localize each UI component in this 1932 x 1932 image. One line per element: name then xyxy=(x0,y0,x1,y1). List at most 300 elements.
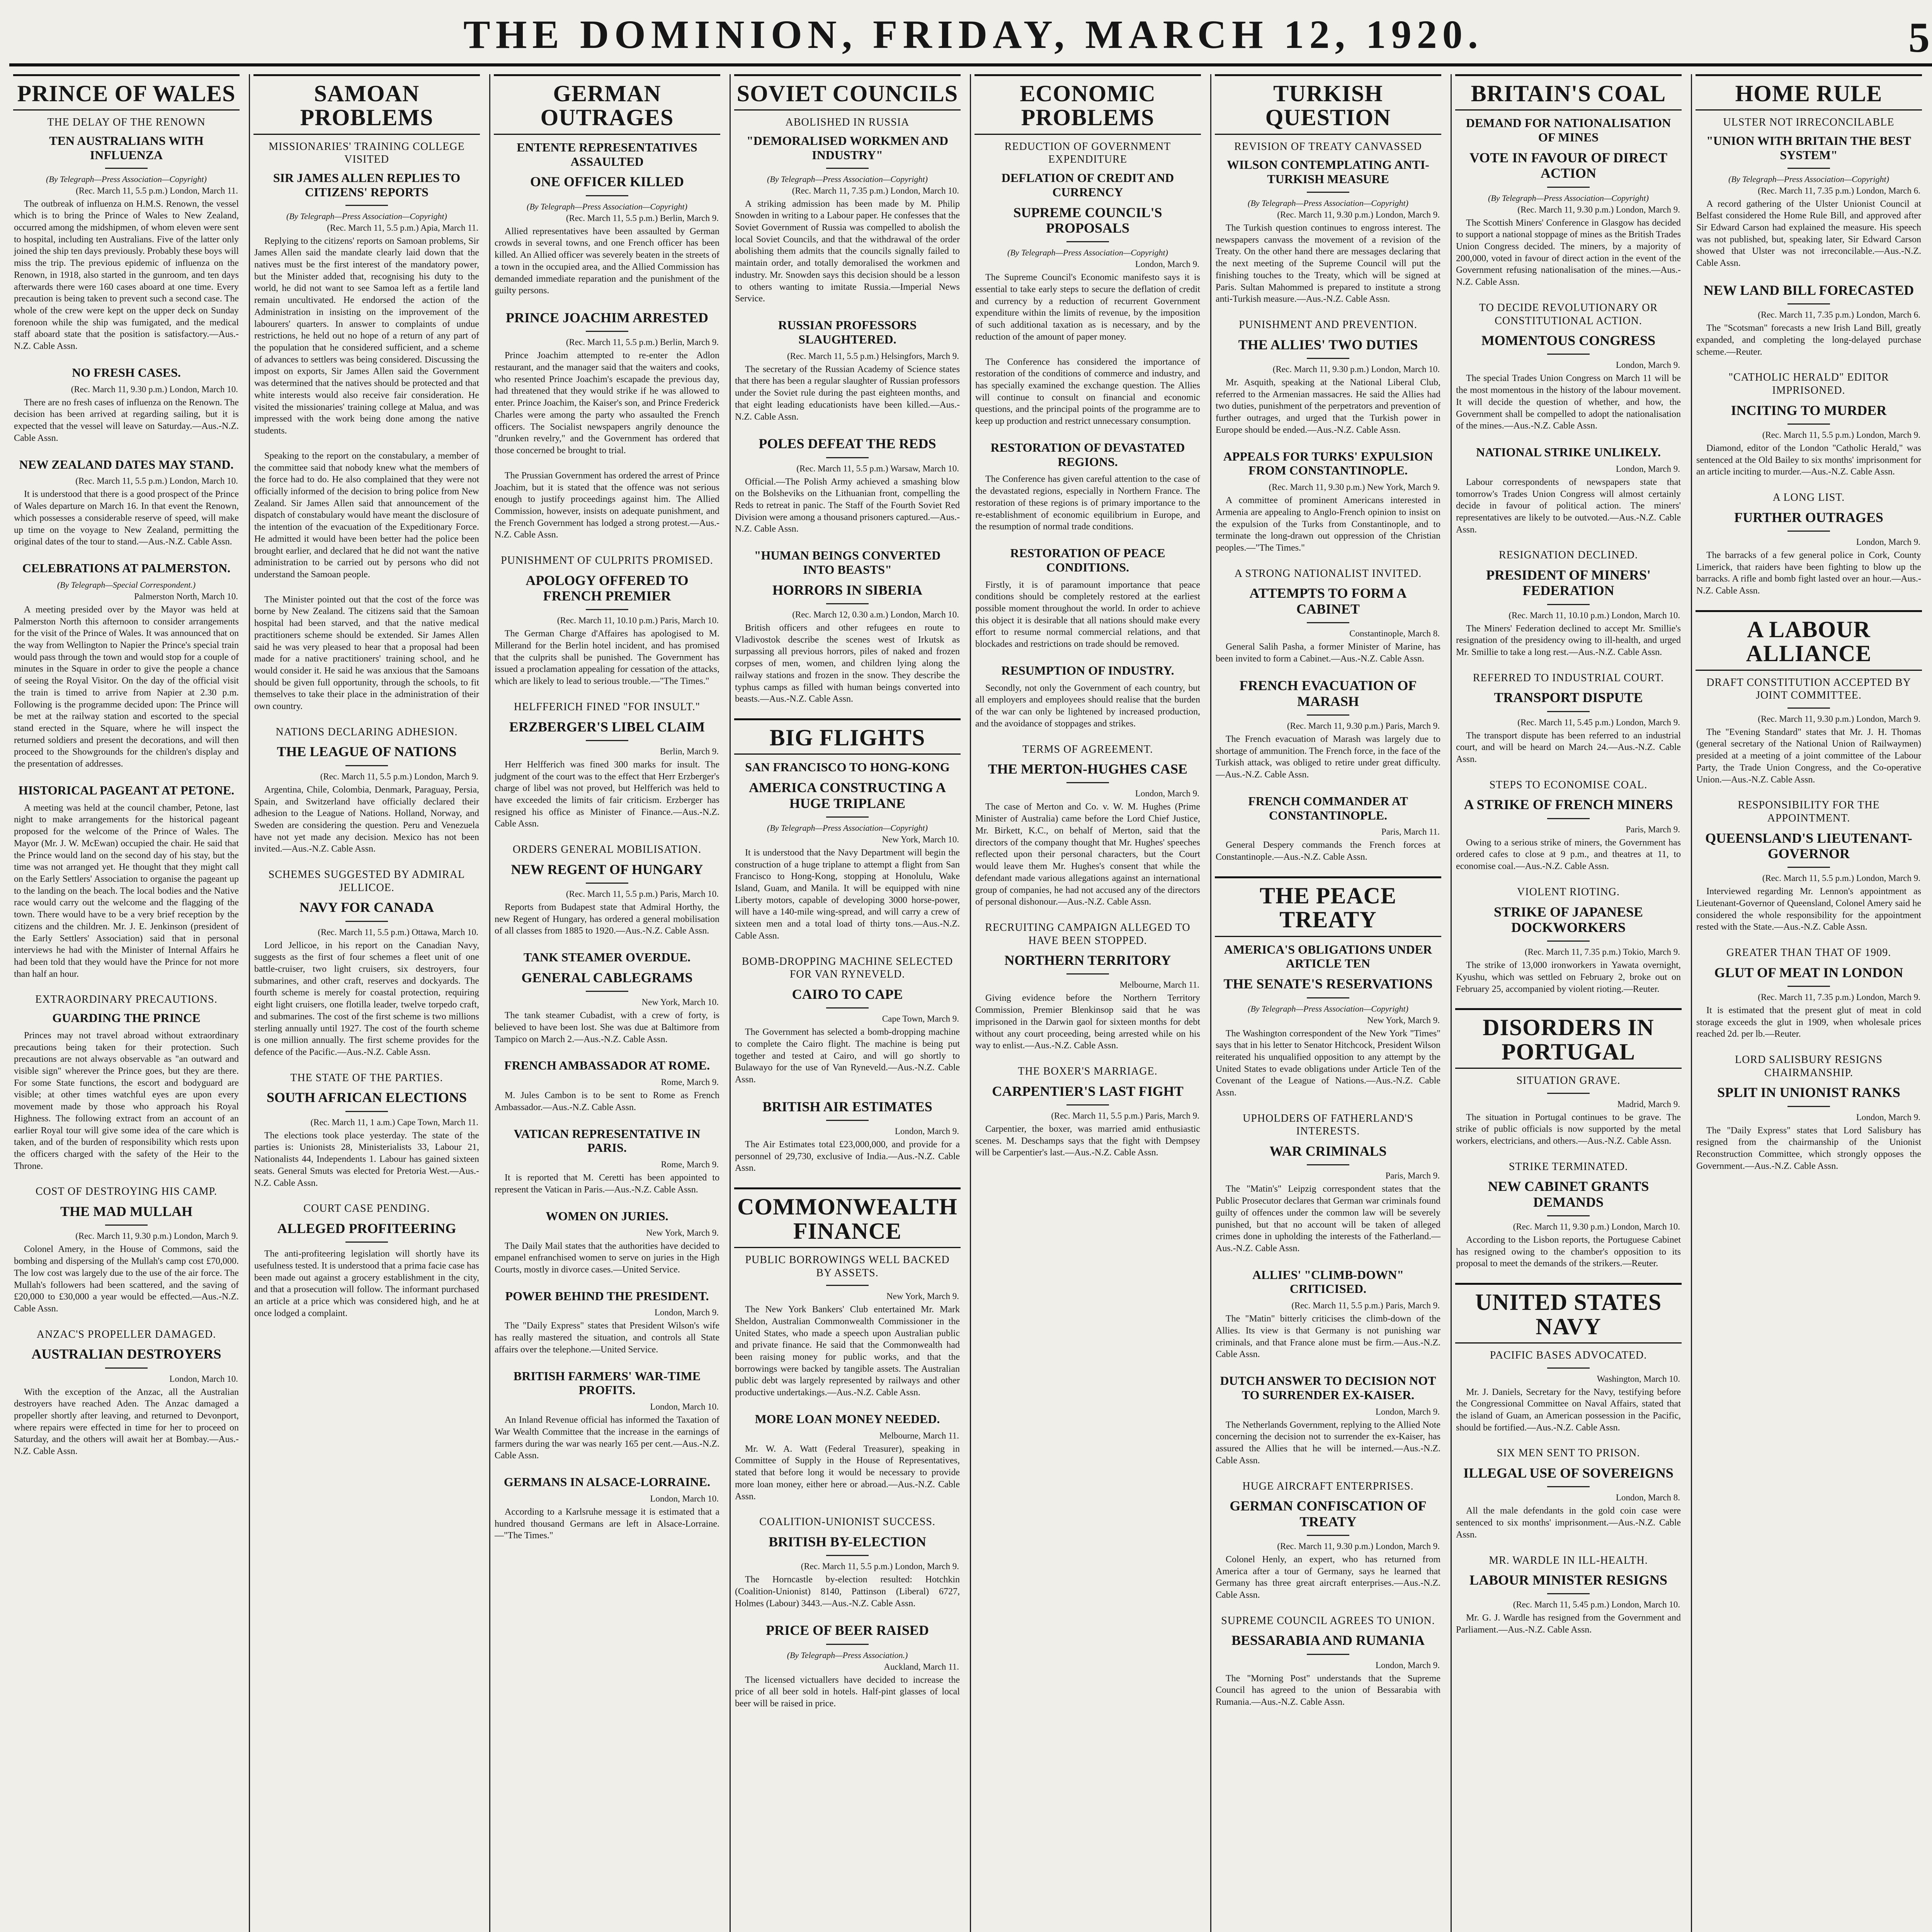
section-headline: VOTE IN FAVOUR OF DIRECT ACTION xyxy=(1469,150,1667,181)
section-headline: MOMENTOUS CONGRESS xyxy=(1481,333,1656,349)
headline-divider xyxy=(1787,531,1830,532)
dateline: London, March 10. xyxy=(650,1493,719,1503)
dateline: Rome, March 9. xyxy=(661,1077,719,1087)
news-story xyxy=(734,955,961,1086)
section-headline: ERZBERGER'S LIBEL CLAIM xyxy=(509,719,705,735)
news-story xyxy=(253,1202,480,1319)
news-story xyxy=(494,470,720,541)
news-story xyxy=(13,783,240,980)
sub-headline: ORDERS GENERAL MOBILISATION. xyxy=(512,844,702,856)
section-headline: NEW CABINET GRANTS DEMANDS xyxy=(1488,1179,1649,1210)
section-headline: TRANSPORT DISPUTE xyxy=(1494,690,1643,706)
main-headline: GERMAN OUTRAGES xyxy=(494,74,720,135)
newspaper-page xyxy=(9,5,1932,1932)
section-headline: THE MERTON-HUGHES CASE xyxy=(988,761,1188,777)
headline-divider xyxy=(1787,867,1830,868)
article-body: Mr. G. J. Wardle has resigned from the Government and Parliament.—Aus.-N.Z. Cable Assn. xyxy=(1456,1613,1681,1635)
headline-divider xyxy=(1787,707,1830,709)
masthead-title: THE DOMINION, FRIDAY, MARCH 12, 1920. xyxy=(463,12,1483,57)
news-story xyxy=(494,310,720,457)
article-body: With the exception of the Anzac, all the Australian destroyers have reached Aden. The Anzac damaged a propeller shortly after leaving, and returned to Devonport, where repairs were effected in time for her to proceed on Saturday, and the others will await her at Bombay.—Aus.-N.Z. Cable Assn. xyxy=(14,1387,239,1457)
deck-headline: DUTCH ANSWER TO DECISION NOT TO SURRENDER EX-KAISER. xyxy=(1220,1374,1436,1402)
headline-divider xyxy=(826,816,869,818)
dateline: (Rec. March 11, 5.5 p.m.) Berlin, March 9. xyxy=(566,213,719,223)
article-body: Firstly, it is of paramount importance that peace conditions should be completely restored at the earliest possible moment throughout the world. In order to achieve this object it is desirable that all nations should make every effort to resume normal commercial relations, and that blockades and restrictions on trade should be removed. xyxy=(975,580,1200,650)
main-headline: A LABOUR ALLIANCE xyxy=(1696,610,1922,671)
headline-divider xyxy=(1307,358,1349,359)
dateline: (Rec. March 11, 5.45 p.m.) London, March 9. xyxy=(1517,717,1680,727)
deck-headline: CELEBRATIONS AT PALMERSTON. xyxy=(22,561,231,575)
deck-headline: ENTENTE REPRESENTATIVES ASSAULTED xyxy=(517,140,697,168)
news-story xyxy=(1696,946,1922,1040)
main-headline: SOVIET COUNCILS xyxy=(734,74,961,111)
dateline: (Rec. March 11, 9.30 p.m.) London, March 9. xyxy=(75,1231,238,1241)
headline-divider xyxy=(105,1367,148,1369)
sub-headline: PACIFIC BASES ADVOCATED. xyxy=(1490,1349,1647,1361)
news-story xyxy=(494,843,720,937)
news-story xyxy=(13,1328,240,1458)
sub-headline: REVISION OF TREATY CANVASSED xyxy=(1234,140,1422,153)
article-body: The French evacuation of Marash was largely due to shortage of ammunition. The French force, in the face of the Turkish attack, was obliged to retire under great difficulty.—Aus.-N.Z. Cable Assn. xyxy=(1216,734,1440,780)
news-story xyxy=(1215,74,1441,305)
sub-headline: UPHOLDERS OF FATHERLAND'S INTERESTS. xyxy=(1243,1112,1413,1138)
news-story xyxy=(494,1058,720,1113)
headline-divider xyxy=(345,1242,388,1243)
news-story xyxy=(1455,672,1682,765)
dateline: Constantinople, March 8. xyxy=(1349,628,1440,638)
headline-divider xyxy=(1307,1654,1349,1655)
headline-divider xyxy=(1547,604,1590,605)
main-headline: TURKISH QUESTION xyxy=(1215,74,1441,135)
article-body: General Despery commands the French forces at Constantinople.—Aus.-N.Z. Cable Assn. xyxy=(1216,840,1440,862)
news-story xyxy=(975,663,1201,730)
news-story xyxy=(975,546,1201,650)
news-story xyxy=(734,548,961,705)
section-headline: A STRIKE OF FRENCH MINERS xyxy=(1464,797,1673,813)
news-story xyxy=(1696,74,1922,269)
sub-headline: MR. WARDLE IN ILL-HEALTH. xyxy=(1489,1554,1648,1566)
article-body: The Prussian Government has ordered the arrest of Prince Joachim, but it is stated that the offence was not serious enough to justify proceedings against him. The Allied Commission, however, insists on adequate punishment, and the French Government has lodged a strong protest.—Aus.-N.Z. Cable Assn. xyxy=(495,470,719,540)
article-body: Speaking to the report on the constabulary, a member of the committee said that nobody knew what the members of the force had to do. He also complained that they were not officially informed of the decision to bring police from New Zealand. Sir James Allen said that announcement of the dispatch of constabulary would have meant the disclosure of the intention of the evacuation of the Expeditionary Force. He admitted it would have been better had the police been brought earlier, and declared that he did not want the native administration to be carried out by persons who did not understand the Samoan people. xyxy=(254,451,479,580)
headline-divider xyxy=(826,603,869,604)
news-story xyxy=(1215,1112,1441,1255)
headline-divider xyxy=(586,991,628,992)
article-body: British officers and other refugees en route to Vladivostok describe the scenes west of Irkutsk as surpassing all previous horrors, piles of naked and frozen corpses of men, women, and children lying along the railway stations and frozen in the snow. They describe the typhus camps as filled with human beings converted into beasts.—Aus.-N.Z. Cable Assn. xyxy=(735,623,960,704)
deck-headline: BRITISH FARMERS' WAR-TIME PROFITS. xyxy=(513,1369,701,1397)
headline-divider xyxy=(105,1225,148,1226)
sub-headline: ANZAC'S PROPELLER DAMAGED. xyxy=(36,1328,216,1340)
article-body: The "Daily Express" states that President Wilson's wife has really mastered the situation, and controls all State affairs over the telephone.—United Service. xyxy=(495,1321,719,1355)
news-story xyxy=(975,74,1201,343)
news-story xyxy=(494,1369,720,1462)
sub-headline: THE STATE OF THE PARTIES. xyxy=(290,1071,443,1084)
sub-headline: RECRUITING CAMPAIGN ALLEGED TO HAVE BEEN STOPPED. xyxy=(985,921,1190,947)
news-story xyxy=(253,594,480,713)
headline-divider xyxy=(826,457,869,458)
article-body: The transport dispute has been referred to an industrial court, and will be heard on March 24.—Aus.-N.Z. Cable Assn. xyxy=(1456,730,1681,765)
dateline: Paris, March 9. xyxy=(1385,1171,1440,1181)
dateline: (Rec. March 11, 5.45 p.m.) London, March 10. xyxy=(1513,1600,1680,1610)
news-story xyxy=(1455,779,1682,872)
sub-headline: COALITION-UNIONIST SUCCESS. xyxy=(759,1516,935,1528)
dateline: (Rec. March 11, 9.30 p.m.) New York, March 9. xyxy=(1269,482,1440,492)
news-story xyxy=(494,1289,720,1356)
column-8 xyxy=(1693,74,1924,1932)
copyright-credit: (By Telegraph—Press Association—Copyright) xyxy=(1248,198,1408,208)
deck-headline: FRENCH AMBASSADOR AT ROME. xyxy=(504,1058,710,1073)
dateline: (Rec. March 11, 5.5 p.m.) Helsingfors, March 9. xyxy=(787,351,959,361)
section-headline: CARPENTIER'S LAST FIGHT xyxy=(992,1083,1184,1099)
news-story xyxy=(1215,1374,1441,1466)
dateline: (Rec. March 11, 9.30 p.m.) London, March 9. xyxy=(1277,209,1440,219)
article-body: The "Matin" bitterly criticises the climb-down of the Allies. Its view is that Germany is not punishing war criminals, and that France alone must be firm.—Aus.-N.Z. Cable Assn. xyxy=(1216,1314,1440,1360)
main-headline: DISORDERS IN PORTUGAL xyxy=(1455,1008,1682,1069)
headline-divider xyxy=(1787,303,1830,304)
section-headline: NAVY FOR CANADA xyxy=(299,900,434,915)
sub-headline: PUNISHMENT OF CULPRITS PROMISED. xyxy=(501,554,713,567)
headline-divider xyxy=(1307,997,1349,998)
news-story xyxy=(253,868,480,1058)
headline-divider xyxy=(1787,168,1830,169)
deck-headline: FRENCH COMMANDER AT CONSTANTINOPLE. xyxy=(1248,794,1408,822)
headline-divider xyxy=(1547,940,1590,942)
deck-headline: RUSSIAN PROFESSORS SLAUGHTERED. xyxy=(778,318,917,346)
news-story xyxy=(1455,549,1682,658)
deck-headline: MORE LOAN MONEY NEEDED. xyxy=(755,1412,940,1426)
headline-divider xyxy=(1547,1215,1590,1216)
section-headline: SUPREME COUNCIL'S PROPOSALS xyxy=(1013,204,1162,236)
copyright-credit: (By Telegraph—Press Association—Copyright) xyxy=(1488,193,1649,203)
section-headline: FURTHER OUTRAGES xyxy=(1734,509,1883,525)
section-headline: AUSTRALIAN DESTROYERS xyxy=(31,1346,221,1362)
headline-divider xyxy=(345,921,388,922)
article-body: Carpentier, the boxer, was married amid enthusiastic scenes. M. Deschamps says that the fight with Dempsey will be Carpentier's last.—Aus.-N.Z. Cable Assn. xyxy=(975,1124,1200,1158)
copyright-credit: (By Telegraph—Press Association—Copyright) xyxy=(767,174,928,184)
news-story xyxy=(494,74,720,297)
section-headline: APOLOGY OFFERED TO FRENCH PREMIER xyxy=(526,572,689,604)
dateline: Cape Town, March 9. xyxy=(882,1014,959,1024)
sub-headline: SCHEMES SUGGESTED BY ADMIRAL JELLICOE. xyxy=(268,869,465,894)
news-story xyxy=(734,436,961,535)
dateline: (Rec. March 11, 7.35 p.m.) London, March 10. xyxy=(792,185,959,196)
article-body: Mr. Asquith, speaking at the National Liberal Club, referred to the Armenian massacres. He said the Allies had two duties, punishment of the perpetrators and prevention of further outrages, and urged that the Turkish power in Europe should be ended.—Aus.-N.Z. Cable Assn. xyxy=(1216,377,1440,435)
news-story xyxy=(1696,799,1922,933)
headline-divider xyxy=(1066,1104,1109,1105)
dateline: London, March 10. xyxy=(650,1402,719,1412)
dateline: Palmerston North, March 10. xyxy=(134,591,238,601)
news-story xyxy=(734,1412,961,1502)
news-story xyxy=(1215,567,1441,665)
headline-divider xyxy=(1787,423,1830,425)
section-headline: THE LEAGUE OF NATIONS xyxy=(277,744,457,760)
article-body: Mr. J. Daniels, Secretary for the Navy, testifying before the Congressional Committee on Naval Affairs, stated that the island of Guam, an American possession in the Pacific, should be fortified.—Aus.-N.Z. Cable Assn. xyxy=(1456,1387,1681,1433)
dateline: (Rec. March 11, 5.5 p.m.) Berlin, March 9. xyxy=(566,337,719,347)
headline-divider xyxy=(345,205,388,206)
column-4 xyxy=(732,74,963,1932)
headline-divider xyxy=(826,1285,869,1286)
sub-headline: SIX MEN SENT TO PRISON. xyxy=(1497,1447,1640,1459)
deck-headline: RESTORATION OF DEVASTATED REGIONS. xyxy=(990,440,1185,469)
deck-headline: DEMAND FOR NATIONALISATION OF MINES xyxy=(1466,116,1671,145)
dateline: (Rec. March 11, 5.5 p.m.) Paris, March 9. xyxy=(1291,1301,1440,1311)
sub-headline: HUGE AIRCRAFT ENTERPRISES. xyxy=(1242,1480,1414,1492)
section-headline: ONE OFFICER KILLED xyxy=(530,174,684,190)
headline-divider xyxy=(1066,973,1109,975)
article-body: The Turkish question continues to engross interest. The newspapers canvass the movement of a revision of the Treaty. On the other hand there are messages declaring that the next meeting of the Supreme Council will put the finishing touches to the Treaty, which will be signed at Paris. Sultan Mahommed is prepared to institute a strong anti-Turkish measure.—Aus.-N.Z. Cable Assn. xyxy=(1216,223,1440,304)
dateline: London, March 9. xyxy=(1616,360,1680,370)
sub-headline: TERMS OF AGREEMENT. xyxy=(1022,743,1153,755)
masthead xyxy=(9,5,1932,66)
column-5 xyxy=(972,74,1203,1932)
news-story xyxy=(13,74,240,352)
sub-headline: REDUCTION OF GOVERNMENT EXPENDITURE xyxy=(1004,140,1171,166)
headline-divider xyxy=(1787,1106,1830,1107)
news-story xyxy=(1215,1268,1441,1361)
article-body: The elections took place yesterday. The state of the parties is: Unionists 28, Ministerialists 33, Labour 21, Nationalists 44, Independents 1. Labour has gained sixteen seats. General Smuts was elected for Pretoria West.—Aus.-N.Z. Cable Assn. xyxy=(254,1130,479,1188)
sub-headline: A LONG LIST. xyxy=(1772,492,1845,504)
article-body: The case of Merton and Co. v. W. M. Hughes (Prime Minister of Australia) came before the Lord Chief Justice, Mr. Birkett, K.C., on behalf of Merton, said that the directors of the company thought that Mr. Hughes' speeches reflected upon their personal characters, but the Court would leave them Mr. Hughes's consent that while the defendant made various allegations against an international group of companies, he had not accused any of the directors of personal dishonour.—Aus.-N.Z. Cable Assn. xyxy=(975,802,1200,907)
article-body: Secondly, not only the Government of each country, but all employers and employees should realise that the burden of the war can only be lightened by increased production, and the avoidance of stoppages and strikes. xyxy=(975,683,1200,729)
article-body: The "Matin's" Leipzig correspondent states that the Public Prosecutor declares that German war criminals found guilty of offences under the common law will be severely punished, but that no account will be taken of alleged crimes done in upholding the interests of the Fatherland.—Aus.-N.Z. Cable Assn. xyxy=(1216,1184,1440,1253)
article-body: The special Trades Union Congress on March 11 will be the most momentous in the history of the labour movement. It will decide the question of whether, and how, the Government shall be compelled to adopt the nationalisation of the mines.—Aus.-N.Z. Cable Assn. xyxy=(1456,373,1681,431)
news-story xyxy=(975,743,1201,908)
article-body: An Inland Revenue official has informed the Taxation of War Wealth Committee that the increase in the earnings of farmers during the war was nearly 165 per cent.—Aus.-N.Z. Cable Assn. xyxy=(495,1415,719,1461)
article-body: Official.—The Polish Army achieved a smashing blow on the Bolsheviks on the Lithuanian front, compelling the Reds to retreat in panic. The Staff of the Fourth Soviet Red Division were among a thousand prisoners captured.—Aus.-N.Z. Cable Assn. xyxy=(735,476,960,534)
deck-headline: NEW ZEALAND DATES MAY STAND. xyxy=(19,457,234,471)
copyright-credit: (By Telegraph—Press Association—Copyright) xyxy=(527,201,687,211)
copyright-credit: (By Telegraph—Press Association.) xyxy=(787,1650,908,1660)
dateline: New York, March 9. xyxy=(886,1291,959,1301)
headline-divider xyxy=(1547,1367,1590,1369)
section-headline: STRIKE OF JAPANESE DOCKWORKERS xyxy=(1493,904,1643,935)
article-body: The German Charge d'Affaires has apologised to M. Millerand for the Berlin hotel incident, and has promised that the culprits shall be punished. The Government has issued a proclamation appealing for cessation of the attacks, which are likely to lead to serious trouble.—"The Times." xyxy=(495,629,719,687)
dateline: (Rec. March 11, 5.5 p.m.) London, March 9. xyxy=(320,771,478,781)
news-story xyxy=(494,1475,720,1542)
news-story xyxy=(1215,794,1441,863)
sub-headline: "CATHOLIC HERALD" EDITOR IMPRISONED. xyxy=(1728,371,1889,396)
sub-headline: A STRONG NATIONALIST INVITED. xyxy=(1234,567,1422,580)
dateline: London, March 9. xyxy=(1856,537,1920,547)
news-story xyxy=(494,701,720,830)
dateline: London, March 8. xyxy=(1616,1493,1680,1503)
section-headline: PRICE OF BEER RAISED xyxy=(766,1622,929,1638)
dateline: Paris, March 11. xyxy=(1381,827,1440,837)
news-story xyxy=(734,718,961,942)
page-number: 5 xyxy=(1908,14,1930,61)
sub-headline: LORD SALISBURY RESIGNS CHAIRMANSHIP. xyxy=(1735,1054,1883,1079)
dateline: (Rec. March 11, 7.35 p.m.) London, March 6. xyxy=(1758,185,1920,196)
headline-divider xyxy=(1547,187,1590,188)
article-body: The tank steamer Cubadist, with a crew of forty, is believed to have been lost. She was due at Baltimore from Tampico on March 2.—Aus.-N.Z. Cable Assn. xyxy=(495,1010,719,1044)
main-headline: UNITED STATES NAVY xyxy=(1455,1283,1682,1344)
columns-area xyxy=(9,74,1932,1932)
section-headline: GERMAN CONFISCATION OF TREATY xyxy=(1230,1498,1427,1529)
news-story xyxy=(1455,886,1682,995)
dateline: (Rec. March 11, 9.30 p.m.) London, March 10. xyxy=(1272,364,1440,374)
news-story xyxy=(253,1071,480,1189)
article-body: Labour correspondents of newspapers state that tomorrow's Trades Union Congress will almost certainly decide in favour of political action. The miners' representatives are likely to be outvoted.—Aus.-N.Z. Cable Assn. xyxy=(1456,477,1681,535)
article-body: The Air Estimates total £23,000,000, and provide for a personnel of 29,730, exclusive of India.—Aus.-N.Z. Cable Assn. xyxy=(735,1139,960,1173)
main-headline: SAMOAN PROBLEMS xyxy=(253,74,480,135)
news-story xyxy=(1696,610,1922,786)
news-story xyxy=(253,74,480,437)
dateline: London, March 9. xyxy=(1135,259,1199,269)
article-body: Mr. W. A. Watt (Federal Treasurer), speaking in Committee of Supply in the House of Representatives, stated that before long it would be necessary to provide more loan money, either here or abroad.—Aus.-N.Z. Cable Assn. xyxy=(735,1444,960,1502)
section-headline: HORRORS IN SIBERIA xyxy=(772,582,923,598)
dateline: (Rec. March 11, 9.30 p.m.) London, March 9. xyxy=(1277,1541,1440,1551)
article-body: Reports from Budapest state that Admiral Horthy, the new Regent of Hungary, has ordered a general mobilisation of all classes from 1885 to 1920.—Aus.-N.Z. Cable Assn. xyxy=(495,902,719,936)
section-headline: ILLEGAL USE OF SOVEREIGNS xyxy=(1463,1465,1673,1481)
article-body: The strike of 13,000 ironworkers in Yawata overnight, Kyushu, which was settled on February 2, broke out on February 25, accompanied by violent rioting.—Reuter. xyxy=(1456,960,1681,994)
dateline: Melbourne, March 11. xyxy=(1119,980,1199,990)
sub-headline: RESIGNATION DECLINED. xyxy=(1498,549,1638,561)
news-story xyxy=(13,366,240,444)
dateline: (Rec. March 11, 1 a.m.) Cape Town, March 11. xyxy=(310,1117,478,1127)
column-3 xyxy=(492,74,723,1932)
dateline: (Rec. March 11, 5.5 p.m.) Warsaw, March 10. xyxy=(796,463,959,473)
sub-headline: BOMB-DROPPING MACHINE SELECTED FOR VAN RYNEVELD. xyxy=(742,955,953,981)
sub-headline: SUPREME COUNCIL AGREES TO UNION. xyxy=(1221,1614,1435,1627)
dateline: Auckland, March 11. xyxy=(884,1662,959,1672)
article-body: The outbreak of influenza on H.M.S. Renown, the vessel which is to bring the Prince of Wales to New Zealand, occurred among the midshipmen, of whom eleven were sent to hospital, including ten Australians. Five of the latter only joined the ship ten days previously. Probably these boys will miss the trip. The previous epidemic of influenza on the Renown, in 1918, also started in the gunroom, and ten days afterwards there were 160 cases aboard at one time. Every precaution is being taken to prevent such a second case. The whole of the crew were kept on the upper deck on Sunday forenoon while the ship was fumigated, and the medical staff aboard state that the position is satisfactory.—Aus.-N.Z. Cable Assn. xyxy=(14,199,239,352)
deck-headline: RESUMPTION OF INDUSTRY. xyxy=(1001,663,1174,677)
news-story xyxy=(1455,74,1682,288)
main-headline: THE PEACE TREATY xyxy=(1215,876,1441,937)
dateline: (Rec. March 11, 5.5 p.m.) Apia, March 11. xyxy=(327,223,478,233)
dateline: (Rec. March 11, 5.5 p.m.) Ottawa, March 10. xyxy=(318,927,478,937)
article-body: The Scottish Miners' Conference in Glasgow has decided to support a national stoppage of mines as the British Trades Union Congress decided. The miners, by a majority of 200,000, voted in favour of direct action in the event of the Government refusing nationalisation of the mines.—Aus.-N.Z. Cable Assn. xyxy=(1456,218,1681,287)
sub-headline: EXTRAORDINARY PRECAUTIONS. xyxy=(35,993,218,1006)
article-body: It is understood that there is a good prospect of the Prince of Wales departure on March 16. In that event the Renown, which possesses a considerable reserve of speed, will make up time on the voyage to New Zealand, permitting the original dates of the tour to stand.—Aus.-N.Z. Cable Assn. xyxy=(14,489,239,547)
article-body: Interviewed regarding Mr. Lennon's appointment as Lieutenant-Governor of Queensland, Colonel Amery said he considered the whole responsibility for the appointment rested with the State.—Aus.-N.Z. Cable Assn. xyxy=(1696,886,1921,932)
headline-divider xyxy=(1787,986,1830,987)
sub-headline: NATIONS DECLARING ADHESION. xyxy=(276,726,458,738)
column-6 xyxy=(1213,74,1444,1932)
sub-headline: THE DELAY OF THE RENOWN xyxy=(47,116,206,129)
article-body: The Horncastle by-election resulted: Hotchkin (Coalition-Unionist) 8140, Pattinson (Liberal) 6727, Holmes (Labour) 3443.—Aus.-N.Z. Cable Assn. xyxy=(735,1575,960,1609)
article-body: A meeting presided over by the Mayor was held at Palmerston North this afternoon to consider arrangements for the visit of the Prince of Wales. It was announced that on the way from Wellington to Napier the Prince's special train would pass through the town and would stop for a couple of minutes in the Square in order to give the people a chance of seeing the Royal Visitor. On the day of the official visit the train is timed to arrive from Napier at 2.30 p.m. Following is the programme decided upon: The Prince will be met at the railway station and escorted to the special stand erected in the Square, where he will inspect the returned soldiers and present the decorations, and will then proceed to the Showgrounds for the children's display and the presentation of addresses. xyxy=(14,604,239,769)
dateline: Rome, March 9. xyxy=(661,1160,719,1170)
news-story xyxy=(494,1209,720,1276)
dateline: London, March 9. xyxy=(895,1126,959,1136)
dateline: (Rec. March 11, 5.5 p.m.) London, March 9. xyxy=(1762,873,1920,883)
section-headline: INCITING TO MURDER xyxy=(1731,402,1887,418)
article-body: The anti-profiteering legislation will shortly have its usefulness tested. It is understood that a prima facie case has been made out against a grocery establishment in the city, and that a prosecution will follow. The informant purchased an article at a price which was considered high, and he at once lodged a complaint. xyxy=(254,1249,479,1318)
dateline: (Rec. March 11, 5.5 p.m.) London, March 10. xyxy=(75,476,238,486)
deck-headline: VATICAN REPRESENTATIVE IN PARIS. xyxy=(514,1126,701,1155)
section-headline: GLUT OF MEAT IN LONDON xyxy=(1714,964,1903,980)
sub-headline: THE BOXER'S MARRIAGE. xyxy=(1018,1065,1158,1078)
section-headline: GENERAL CABLEGRAMS xyxy=(521,969,693,985)
headline-divider xyxy=(105,168,148,169)
news-story xyxy=(975,356,1201,427)
article-body: The Netherlands Government, replying to the Allied Note concerning the decision not to surrender the ex-Kaiser, has assured the Allies that he will be interned.—Aus.-N.Z. Cable Assn. xyxy=(1216,1420,1440,1466)
article-body: Owing to a serious strike of miners, the Government has ordered cafes to close at 9 p.m., and theatres at 11, to economise coal.—Aus.-N.Z. Cable Assn. xyxy=(1456,837,1681,872)
sub-headline: ABOLISHED IN RUSSIA xyxy=(785,116,910,129)
headline-divider xyxy=(1547,1593,1590,1594)
dateline: (Rec. March 12, 0.30 a.m.) London, March 10. xyxy=(792,610,959,620)
article-body: Diamond, editor of the London "Catholic Herald," was sentenced at the Old Bailey to six months' imprisonment for an article inciting to murder.—Aus.-N.Z. Cable Assn. xyxy=(1696,443,1921,477)
dateline: (Rec. March 11, 5.5 p.m.) London, March 11. xyxy=(76,185,238,196)
deck-headline: "UNION WITH BRITAIN THE BEST SYSTEM" xyxy=(1706,133,1911,162)
copyright-credit: (By Telegraph—Press Association—Copyright) xyxy=(767,823,928,833)
article-body: A meeting was held at the council chamber, Petone, last night to make arrangements for the historical pageant proposed for the welcome of the Prince of Wales. The Mayor (Mr. J. W. McEwan) occupied the chair. He said that the Prince would land on the second day of his stay, but the time was not arranged yet. He thought that they might call on the Early Settlers' Association to organise the pageant up to the landing on the beach. The local bodies and the Native race would carry out the welcome and the flagging of the town. There would have to be a very brief reception by the citizens and the children. Mr. J. E. Jenkinson (president of the Early Settlers' Association) said that in personal interviews he had with the Minister of Internal Affairs he had been told that they would have the Prince for not more than half an hour. xyxy=(14,803,239,979)
dateline: Washington, March 10. xyxy=(1597,1374,1680,1384)
sub-headline: STEPS TO ECONOMISE COAL. xyxy=(1489,779,1648,791)
deck-headline: TEN AUSTRALIANS WITH INFLUENZA xyxy=(49,133,204,162)
article-body: The Miners' Federation declined to accept Mr. Smillie's resignation of the presidency owing to ill-health, and urged Mr. Smillie to take a long rest.—Aus.-N.Z. Cable Assn. xyxy=(1456,623,1681,658)
article-body: A striking admission has been made by M. Philip Snowden in writing to a Labour paper. He confesses that the Soviet Government of Russia was compelled to abolish the local Soviet Councils, and that the withdrawal of the order abolishing them admits that the councils signally failed to maintain order, and totally demoralised the workmen and industry. Mr. Snowden says this decision should be a lesson to others wanting to imitate Russia.—Imperial News Service. xyxy=(735,199,960,304)
deck-headline: ALLIES' "CLIMB-DOWN" CRITICISED. xyxy=(1252,1267,1404,1296)
article-body: The Conference has given careful attention to the case of the devastated regions, especially in Northern France. The restoration of these regions is of primary importance to the re-establishment of economic equilibrium in Europe, and the resumption of normal trade conditions. xyxy=(975,474,1200,532)
news-story xyxy=(1455,1008,1682,1147)
section-headline: CAIRO TO CAPE xyxy=(792,986,903,1002)
sub-headline: TO DECIDE REVOLUTIONARY OR CONSTITUTIONAL ACTION. xyxy=(1479,301,1658,327)
news-story xyxy=(734,318,961,423)
sub-headline: PUNISHMENT AND PREVENTION. xyxy=(1239,319,1417,331)
dateline: (Rec. March 11, 7.35 p.m.) London, March 9. xyxy=(1758,992,1920,1002)
dateline: (Rec. March 11, 5.5 p.m.) London, March 9. xyxy=(801,1561,959,1571)
news-story xyxy=(13,457,240,548)
dateline: New York, March 10. xyxy=(882,834,959,844)
column-rule xyxy=(970,74,971,1932)
article-body: Colonel Henly, an expert, who has returned from America after a tour of Germany, says he learned that Germany has three great aircraft enterprises.—Aus.-N.Z. Cable Assn. xyxy=(1216,1554,1440,1600)
news-story xyxy=(734,1515,961,1609)
news-story xyxy=(1215,449,1441,554)
deck-headline: POWER BEHIND THE PRESIDENT. xyxy=(505,1289,709,1303)
dateline: (Rec. March 11, 9.30 p.m.) London, March 10. xyxy=(71,384,238,394)
news-story xyxy=(1455,1160,1682,1270)
headline-divider xyxy=(1547,1486,1590,1487)
news-story xyxy=(253,450,480,581)
column-rule xyxy=(730,74,731,1932)
section-headline: NEW LAND BILL FORECASTED xyxy=(1703,282,1914,298)
section-headline: BESSARABIA AND RUMANIA xyxy=(1231,1633,1425,1648)
headline-divider xyxy=(345,1111,388,1112)
sub-headline: STRIKE TERMINATED. xyxy=(1509,1160,1628,1173)
article-body: General Salih Pasha, a former Minister of Marine, has been invited to form a Cabinet.—Aus.-N.Z. Cable Assn. xyxy=(1216,641,1440,664)
copyright-credit: (By Telegraph—Press Association—Copyright) xyxy=(286,211,447,221)
sub-headline: COURT CASE PENDING. xyxy=(303,1202,430,1215)
news-story xyxy=(494,950,720,1045)
section-headline: NORTHERN TERRITORY xyxy=(1004,952,1171,968)
news-story xyxy=(734,1187,961,1399)
section-headline: ATTEMPTS TO FORM A CABINET xyxy=(1249,585,1407,617)
article-body: The situation in Portugal continues to be grave. The strike of public officials is now supported by the metal workers, electricians, and others.—Aus.-N.Z. Cable Assn. xyxy=(1456,1112,1681,1146)
news-story xyxy=(1696,371,1922,478)
section-headline: AMERICA CONSTRUCTING A HUGE TRIPLANE xyxy=(748,780,946,811)
news-story xyxy=(734,74,961,305)
dateline: (Rec. March 11, 9.30 p.m.) London, March 10. xyxy=(1513,1222,1680,1232)
article-body: The "Daily Express" states that Lord Salisbury has resigned from the chairmanship of the Unionist Reconstruction Committee, which strongly opposes the Government.—Aus.-N.Z. Cable Assn. xyxy=(1696,1125,1921,1171)
headline-divider xyxy=(1547,711,1590,712)
dateline: Paris, March 9. xyxy=(1626,824,1680,834)
dateline: New York, March 10. xyxy=(641,997,719,1007)
column-2 xyxy=(251,74,482,1932)
sub-headline: COST OF DESTROYING HIS CAMP. xyxy=(35,1185,218,1198)
column-rule xyxy=(1451,74,1452,1932)
section-headline: THE ALLIES' TWO DUTIES xyxy=(1238,337,1418,352)
headline-divider xyxy=(1066,241,1109,242)
article-body: The Government has selected a bomb-dropping machine to complete the Cairo flight. The machine is being put together and tested at Cairo, and will go shortly to Bulawayo for the use of Van Ryneveld.—Aus.-N.Z. Cable Assn. xyxy=(735,1027,960,1085)
dateline: (Rec. March 11, 10.10 p.m.) London, March 10. xyxy=(1509,610,1680,620)
deck-headline: SIR JAMES ALLEN REPLIES TO CITIZENS' REPORTS xyxy=(273,170,461,199)
dateline: (Rec. March 11, 7.35 p.m.) Tokio, March 9. xyxy=(1524,947,1680,957)
copyright-credit: (By Telegraph—Press Association—Copyright) xyxy=(1728,174,1889,184)
deck-headline: NATIONAL STRIKE UNLIKELY. xyxy=(1476,445,1661,459)
headline-divider xyxy=(826,168,869,169)
news-story xyxy=(1215,1480,1441,1601)
